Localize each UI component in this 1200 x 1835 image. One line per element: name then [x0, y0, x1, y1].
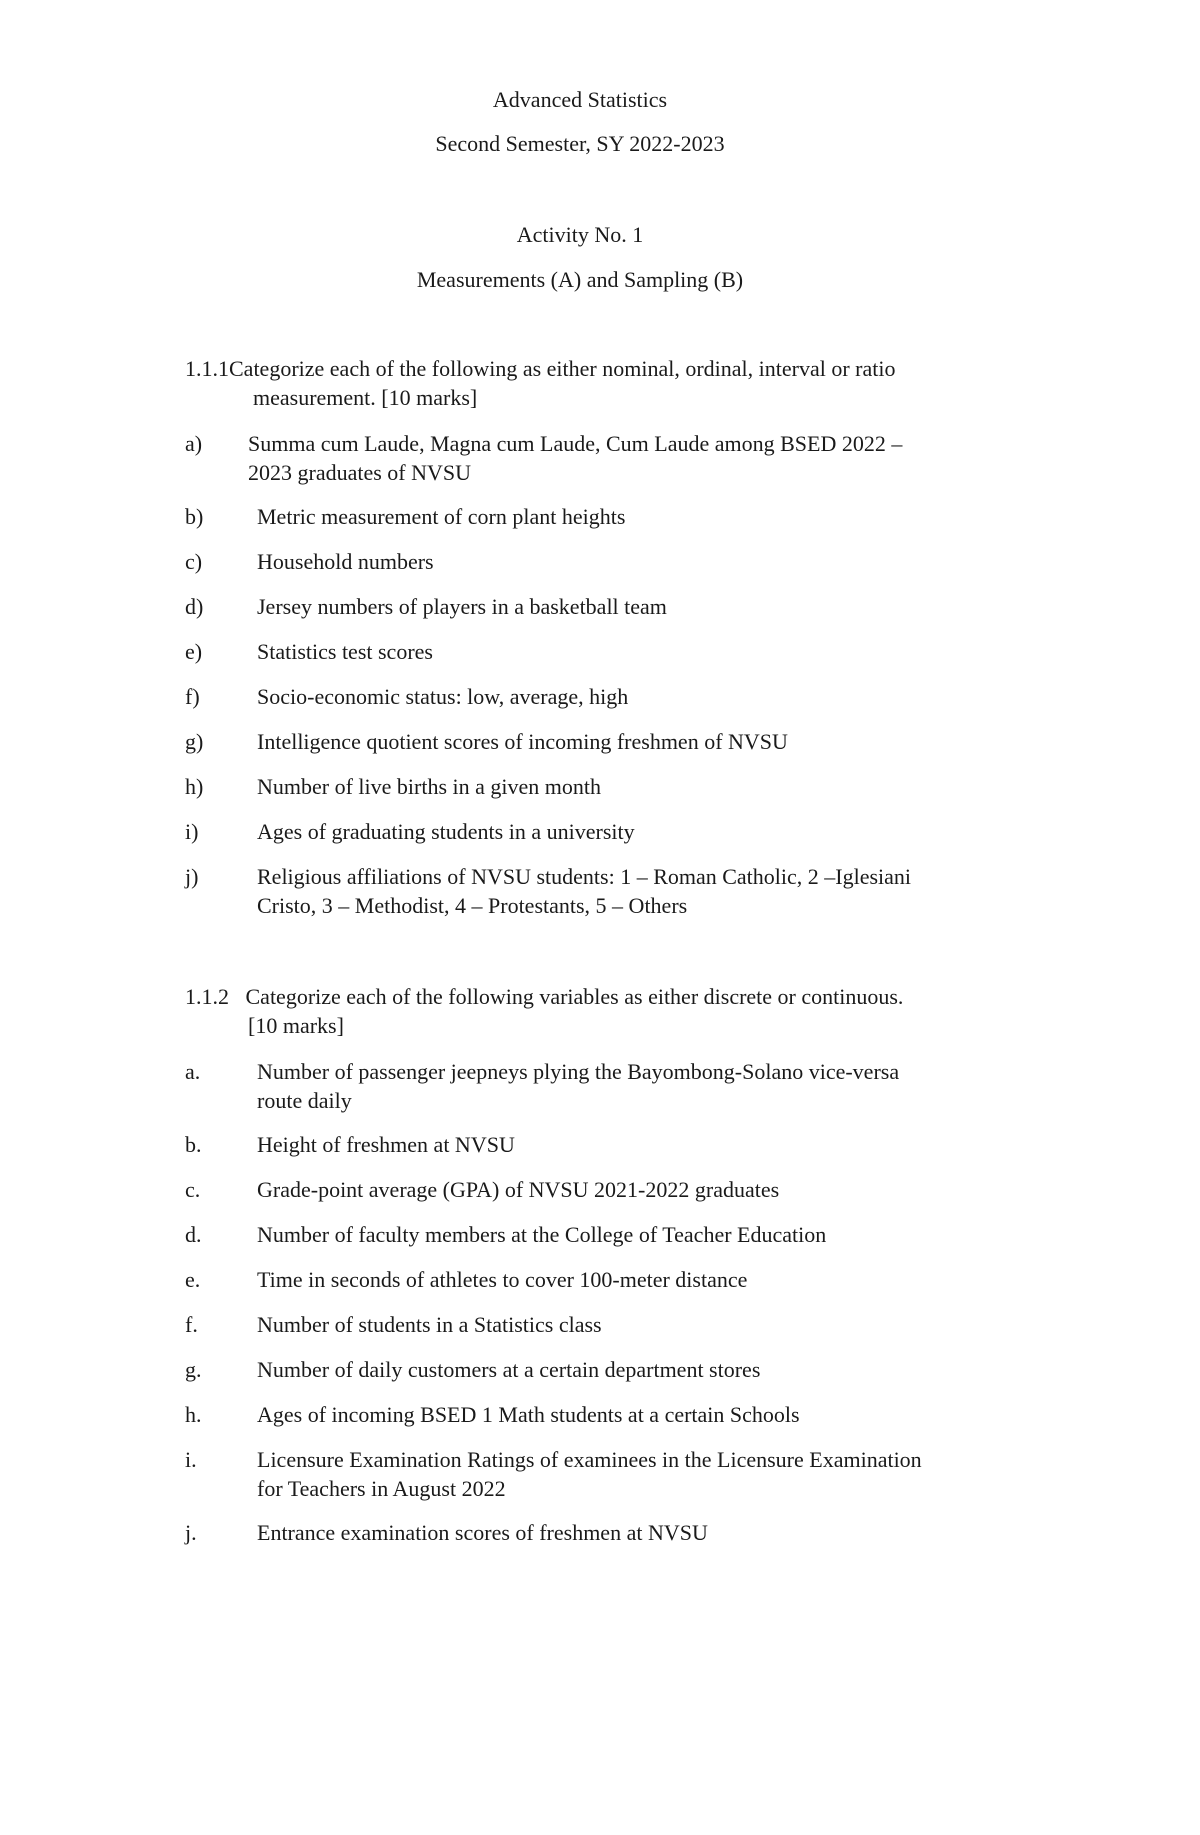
list-item-marker: h) [185, 774, 204, 799]
list-item-marker: e) [185, 639, 203, 664]
list-item [185, 1130, 985, 1159]
list-item-text-cont: for Teachers in August 2022 [257, 1476, 506, 1501]
list-item-text: Ages of incoming BSED 1 Math students at a certain Schools [257, 1402, 800, 1427]
list-item [185, 1400, 985, 1429]
list-item-text: Statistics test scores [257, 639, 433, 664]
list-item-text: Height of freshmen at NVSU [257, 1132, 515, 1157]
list-item [185, 727, 985, 756]
list-item-text: Time in seconds of athletes to cover 100-meter distance [257, 1267, 748, 1292]
list-item-text: Entrance examination scores of freshmen at NVSU [257, 1520, 708, 1545]
section-1-number: 1.1.1 [185, 356, 229, 381]
list-item [185, 862, 985, 920]
list-item-marker: a) [185, 431, 203, 456]
list-item-marker: c. [185, 1177, 201, 1202]
section-1-instruction-line-1: Categorize each of the following as either nominal, ordinal, interval or ratio [229, 356, 896, 381]
list-item-text: Summa cum Laude, Magna cum Laude, Cum Laude among BSED 2022 – [248, 431, 903, 456]
list-item-marker: d. [185, 1222, 202, 1247]
list-item [185, 772, 985, 801]
list-item [185, 429, 985, 487]
list-item [185, 1445, 985, 1503]
section-1-instruction-line-2: measurement. [10 marks] [253, 385, 478, 410]
list-item-marker: c) [185, 549, 203, 574]
list-item-marker: a. [185, 1059, 201, 1084]
list-item [185, 1175, 985, 1204]
list-item [185, 547, 985, 576]
list-item-marker: f. [185, 1312, 198, 1337]
list-item-text: Religious affiliations of NVSU students: 1 – Roman Catholic, 2 –Iglesiani [257, 864, 912, 889]
list-item-text-cont: 2023 graduates of NVSU [248, 460, 472, 485]
section-2-heading [185, 982, 985, 1040]
list-item [185, 637, 985, 666]
list-item-marker: g. [185, 1357, 202, 1382]
list-item-marker: d) [185, 594, 204, 619]
list-item-text: Number of live births in a given month [257, 774, 601, 799]
list-item [185, 817, 985, 846]
list-item-text: Household numbers [257, 549, 434, 574]
list-item-text: Jersey numbers of players in a basketball team [257, 594, 667, 619]
list-item [185, 1518, 985, 1547]
section-2-number: 1.1.2 [185, 984, 229, 1009]
section-1-heading [185, 354, 985, 412]
list-item-marker: b) [185, 504, 204, 529]
list-item-marker: j. [185, 1520, 197, 1545]
list-item-text: Licensure Examination Ratings of examinees in the Licensure Examination [257, 1447, 922, 1472]
list-item-marker: j) [185, 864, 199, 889]
list-item-text: Socio-economic status: low, average, high [257, 684, 629, 709]
list-item-marker: i. [185, 1447, 197, 1472]
list-item-text-cont: route daily [257, 1088, 352, 1113]
section-2-instruction-line-1: Categorize each of the following variables as either discrete or continuous. [245, 984, 904, 1009]
section-2-instruction-line-2: [10 marks] [248, 1013, 344, 1038]
list-item-text: Number of students in a Statistics class [257, 1312, 602, 1337]
list-item-marker: i) [185, 819, 199, 844]
list-item-text-cont: Cristo, 3 – Methodist, 4 – Protestants, 5 – Others [257, 893, 688, 918]
list-item-text: Metric measurement of corn plant heights [257, 504, 626, 529]
list-item [185, 502, 985, 531]
list-item-marker: b. [185, 1132, 202, 1157]
activity-title: Activity No. 1 [516, 222, 644, 247]
list-item-text: Ages of graduating students in a university [257, 819, 635, 844]
list-item [185, 1265, 985, 1294]
list-item [185, 1310, 985, 1339]
list-item [185, 1355, 985, 1384]
term-line: Second Semester, SY 2022-2023 [435, 131, 725, 156]
list-item [185, 1220, 985, 1249]
list-item-text: Grade-point average (GPA) of NVSU 2021-2022 graduates [257, 1177, 780, 1202]
list-item-marker: h. [185, 1402, 202, 1427]
list-item-text: Number of daily customers at a certain department stores [257, 1357, 761, 1382]
list-item-text: Number of passenger jeepneys plying the Bayombong-Solano vice-versa [257, 1059, 900, 1084]
list-item [185, 682, 985, 711]
course-title: Advanced Statistics [492, 87, 668, 112]
list-item-text: Number of faculty members at the College of Teacher Education [257, 1222, 827, 1247]
list-item-marker: g) [185, 729, 204, 754]
list-item [185, 592, 985, 621]
topic-line: Measurements (A) and Sampling (B) [416, 267, 744, 292]
list-item [185, 1057, 985, 1115]
list-item-marker: f) [185, 684, 200, 709]
list-item-marker: e. [185, 1267, 201, 1292]
list-item-text: Intelligence quotient scores of incoming freshmen of NVSU [257, 729, 788, 754]
